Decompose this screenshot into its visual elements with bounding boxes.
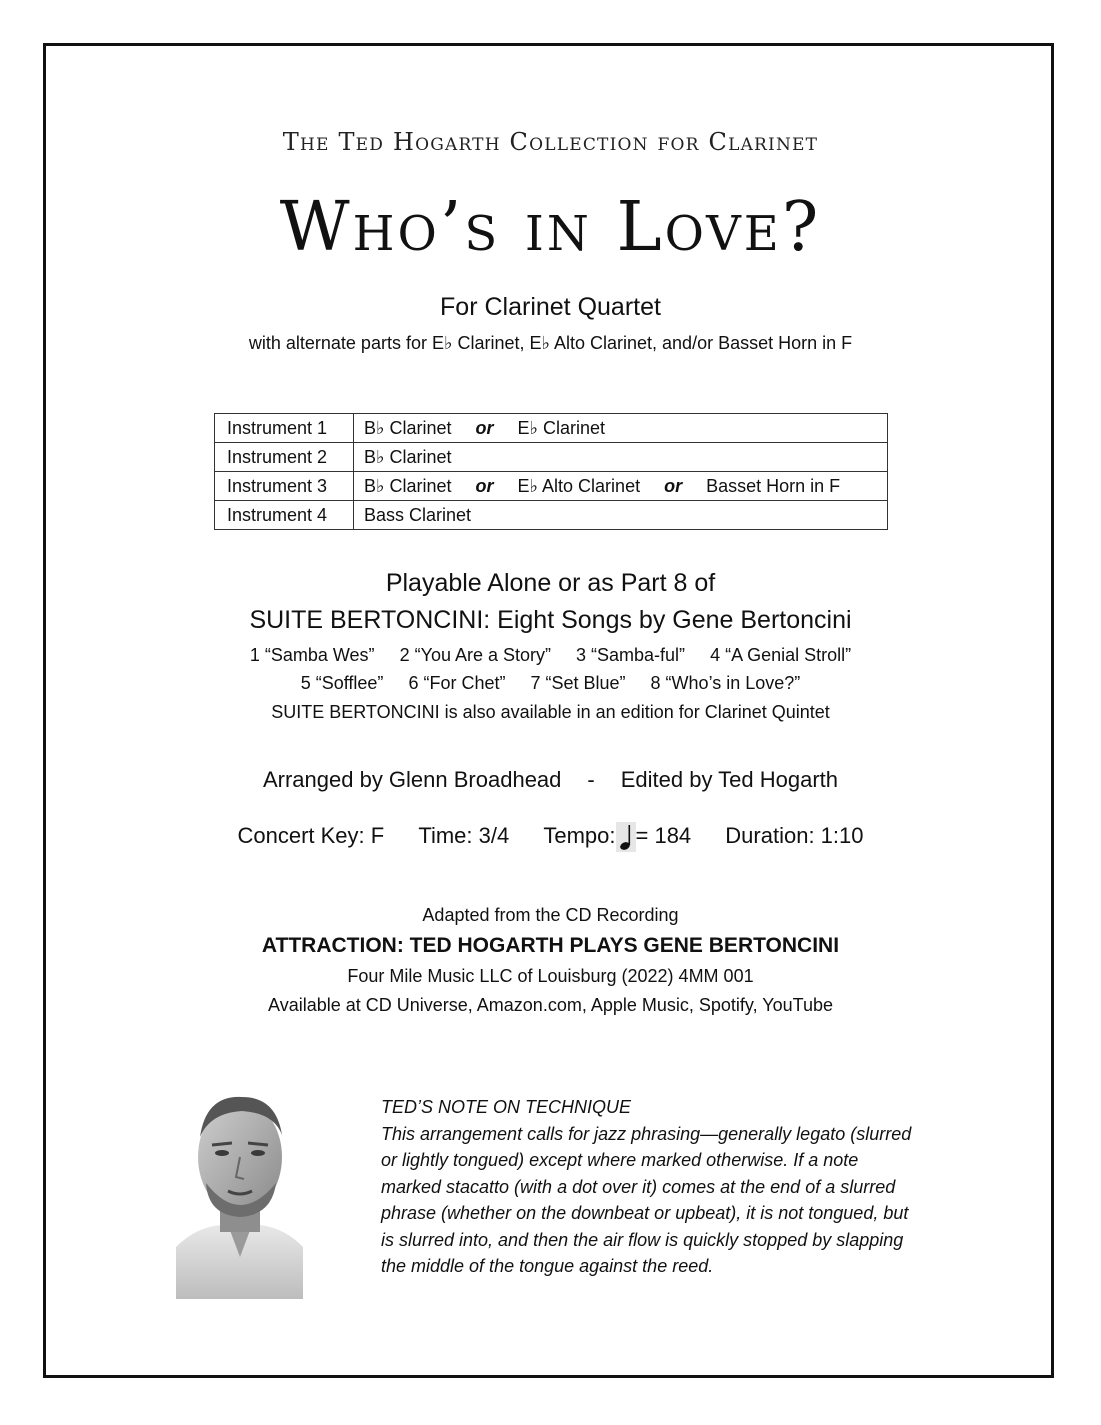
quarter-note-icon xyxy=(616,822,636,852)
part-name: E♭ Alto Clarinet xyxy=(517,475,641,496)
note-line: is slurred into, and then the air flow is quickly stopped by slapping xyxy=(381,1229,904,1250)
part-name: B♭ Clarinet xyxy=(364,475,452,496)
series-title: The Ted Hogarth Collection for Clarinet xyxy=(282,128,819,156)
or-word: or xyxy=(475,475,494,496)
part-name: B♭ Clarinet xyxy=(364,446,452,467)
tempo-value: = 184 xyxy=(635,822,692,848)
song-item: 2 “You Are a Story” xyxy=(399,645,551,665)
tempo-label: Tempo: xyxy=(543,822,616,848)
table-row xyxy=(215,472,888,501)
note-line: marked stacatto (with a dot over it) comes at the end of a slurred xyxy=(381,1176,896,1197)
adapted-from: Adapted from the CD Recording xyxy=(422,905,679,925)
instrument-label: Instrument 4 xyxy=(215,501,354,530)
arranger-credit: Arranged by Glenn Broadhead xyxy=(262,767,562,792)
instrument-parts xyxy=(354,501,888,530)
instrumentation-table xyxy=(214,413,888,530)
or-word: or xyxy=(475,417,494,438)
duration: Duration: 1:10 xyxy=(725,822,864,848)
part-name: Bass Clarinet xyxy=(364,504,472,525)
song-item: 3 “Samba-ful” xyxy=(576,645,686,665)
table-row xyxy=(215,501,888,530)
editor-credit: Edited by Ted Hogarth xyxy=(620,767,839,792)
note-line: This arrangement calls for jazz phrasing—generally legato (slurred xyxy=(381,1123,912,1144)
tempo xyxy=(529,823,705,848)
note-line: phrase (whether on the downbeat or upbeat), it is not tongued, but xyxy=(381,1203,909,1223)
part-name: E♭ Clarinet xyxy=(517,417,606,438)
subtitle: For Clarinet Quartet xyxy=(440,293,661,321)
song-item: 8 “Who’s in Love?” xyxy=(650,673,801,693)
instrument-parts xyxy=(354,472,888,501)
table-row xyxy=(215,443,888,472)
song-item: 6 “For Chet” xyxy=(408,673,506,693)
note-line: the middle of the tongue against the reed. xyxy=(381,1256,714,1276)
time-signature: Time: 3/4 xyxy=(418,822,510,848)
or-word: or xyxy=(664,475,683,496)
instrument-label: Instrument 3 xyxy=(215,472,354,501)
part-name: Basset Horn in F xyxy=(706,475,841,496)
instrument-parts xyxy=(354,443,888,472)
availability: Available at CD Universe, Amazon.com, Apple Music, Spotify, YouTube xyxy=(268,995,833,1015)
song-item: 4 “A Genial Stroll” xyxy=(710,645,852,665)
instrument-parts xyxy=(354,414,888,443)
author-photo xyxy=(176,1087,303,1299)
credits xyxy=(0,767,1101,793)
song-list-line-1 xyxy=(0,645,1101,666)
part-name: B♭ Clarinet xyxy=(364,417,452,438)
song-item: 7 “Set Blue” xyxy=(530,673,626,693)
cd-title: ATTRACTION: TED HOGARTH PLAYS GENE BERTONCINI xyxy=(261,934,840,957)
concert-key: Concert Key: F xyxy=(237,822,385,848)
piece-metadata xyxy=(0,822,1101,852)
page-title: Who’s in Love? xyxy=(279,188,822,267)
quintet-note: SUITE BERTONCINI is also available in an edition for Clarinet Quintet xyxy=(271,702,830,722)
credit-separator: - xyxy=(587,767,595,792)
alternate-parts: with alternate parts for E♭ Clarinet, E♭ Alto Clarinet, and/or Basset Horn in F xyxy=(248,333,853,353)
playable-line: Playable Alone or as Part 8 of xyxy=(385,569,716,597)
instrument-label: Instrument 1 xyxy=(215,414,354,443)
instrument-label: Instrument 2 xyxy=(215,443,354,472)
note-heading: TED’S NOTE ON TECHNIQUE xyxy=(381,1097,632,1117)
technique-note xyxy=(381,1094,981,1280)
song-item: 5 “Sofflee” xyxy=(300,673,384,693)
note-line: or lightly tongued) except where marked otherwise. If a note xyxy=(381,1150,859,1170)
song-list-line-2 xyxy=(0,673,1101,694)
song-item: 1 “Samba Wes” xyxy=(249,645,375,665)
suite-title: SUITE BERTONCINI: Eight Songs by Gene Bertoncini xyxy=(249,606,852,634)
table-row xyxy=(215,414,888,443)
record-label: Four Mile Music LLC of Louisburg (2022) 4MM 001 xyxy=(347,966,754,986)
